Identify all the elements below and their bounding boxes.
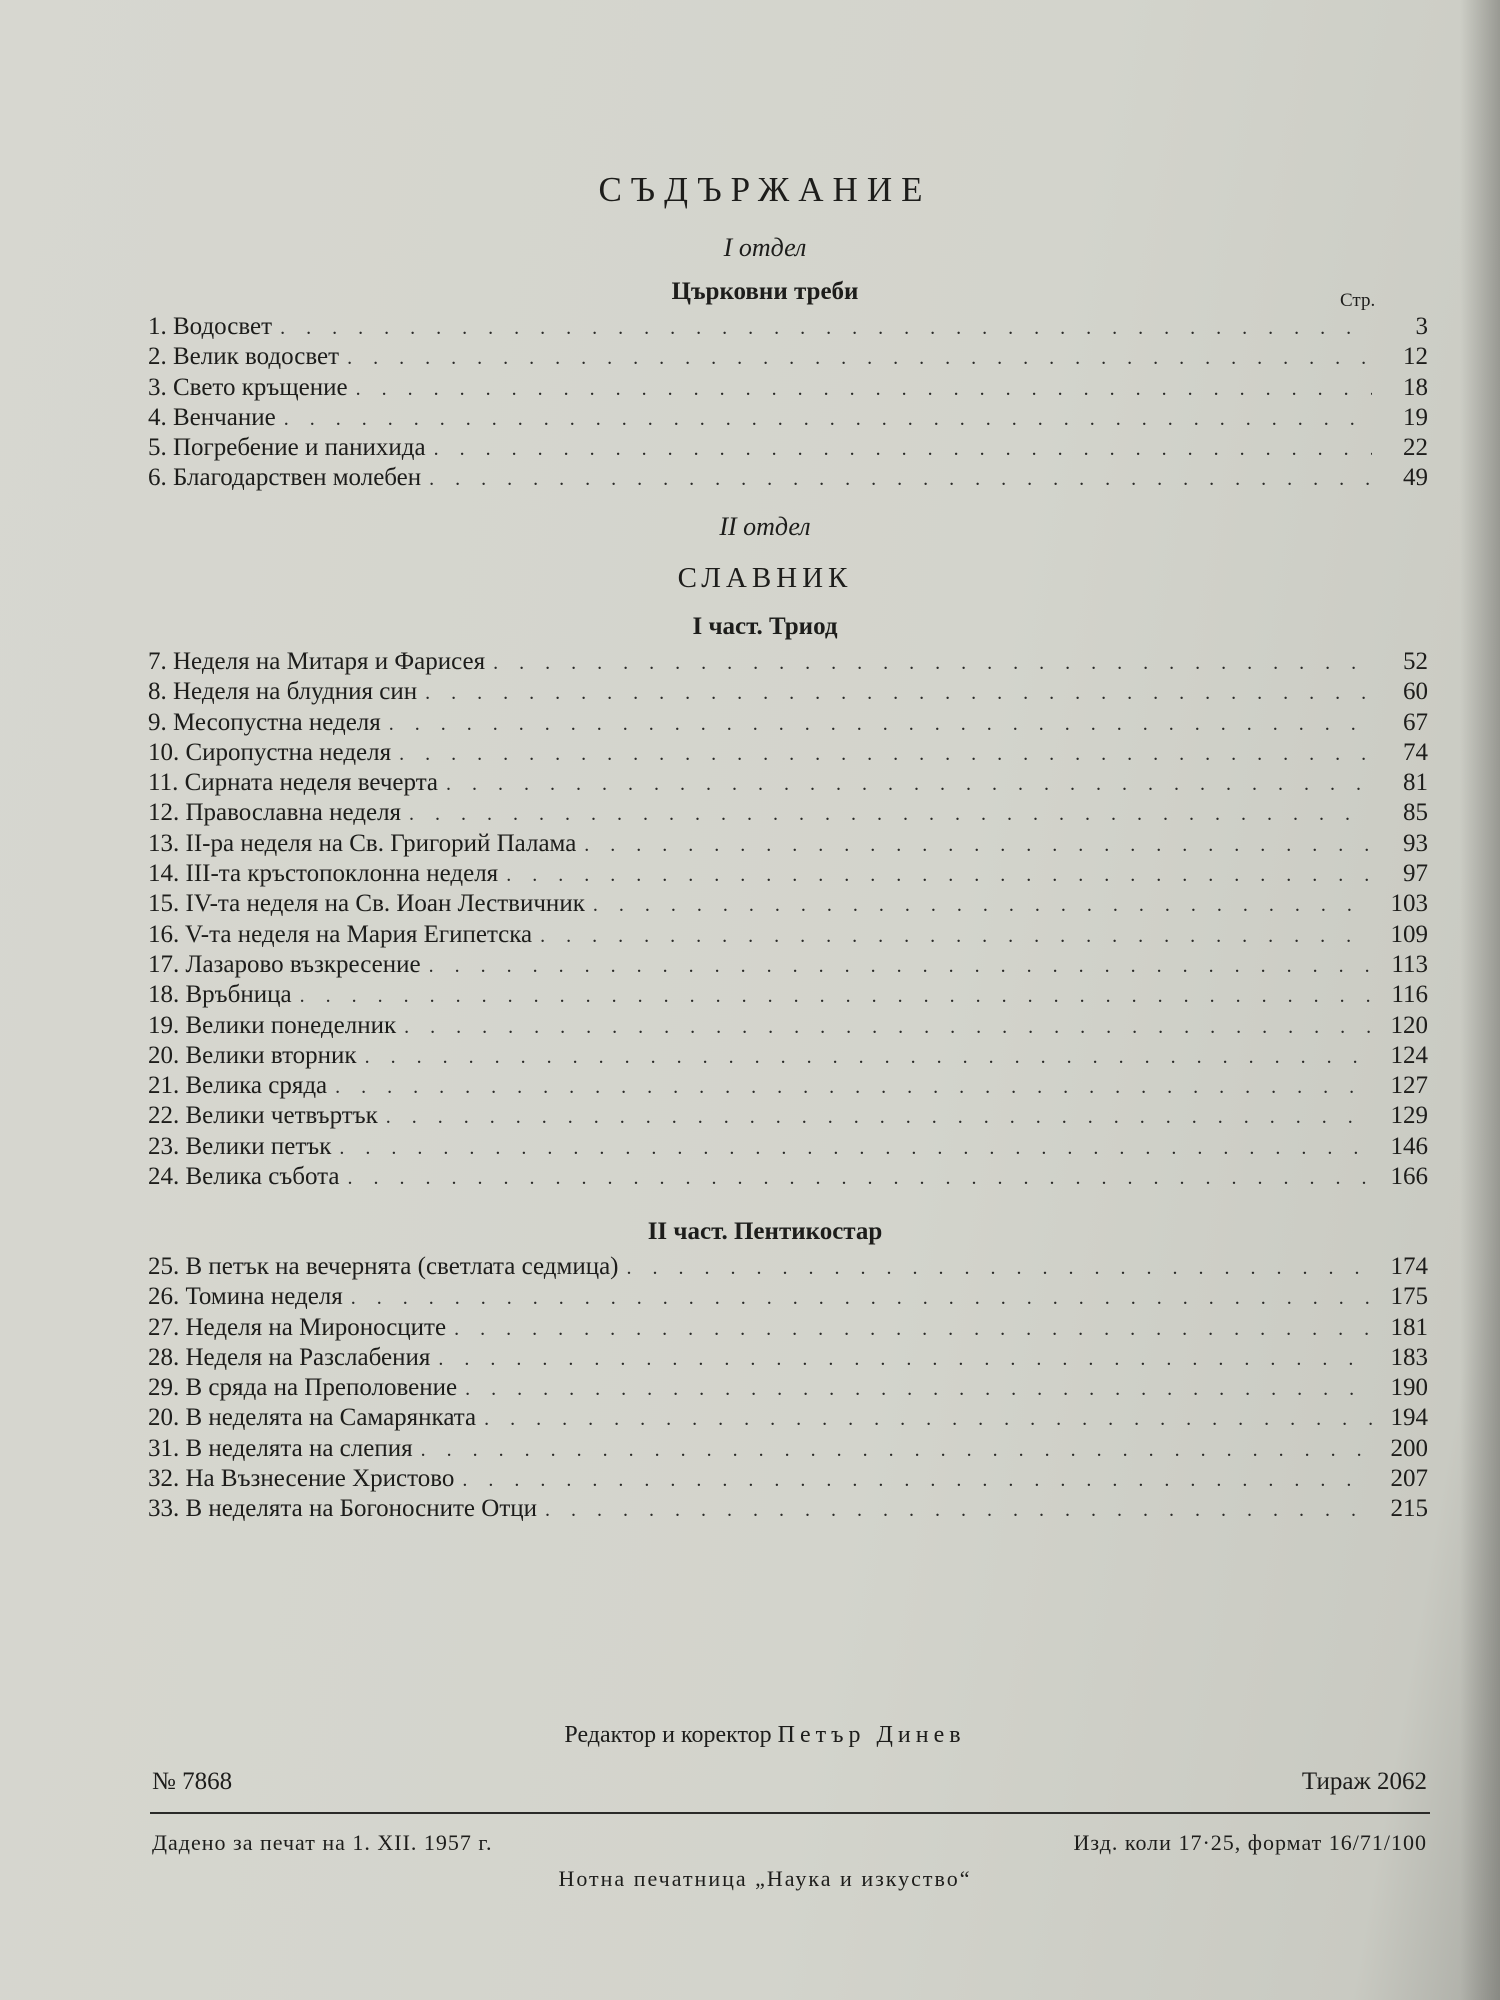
dot-leader bbox=[545, 1499, 1372, 1522]
dot-leader bbox=[593, 894, 1372, 917]
entry-page: 103 bbox=[1390, 890, 1428, 918]
section-1-heading: Църковни треби bbox=[671, 278, 859, 305]
entry-title: 19. Велики понеделник bbox=[148, 1011, 397, 1039]
entry-page: 52 bbox=[1403, 648, 1428, 675]
toc-entry bbox=[148, 830, 1428, 860]
dot-leader bbox=[484, 1408, 1372, 1431]
toc-entry bbox=[148, 1374, 1428, 1404]
dot-leader bbox=[446, 773, 1372, 796]
dot-leader bbox=[365, 1046, 1372, 1069]
toc-entry bbox=[148, 799, 1428, 829]
dot-leader bbox=[284, 408, 1372, 431]
toc-entry bbox=[148, 1072, 1428, 1102]
entry-title: 16. V-та неделя на Мария Египетска bbox=[148, 920, 533, 948]
entry-page: 3 bbox=[1415, 313, 1428, 340]
entry-title: 32. На Възнесение Христово bbox=[148, 1465, 455, 1493]
toc-entry bbox=[148, 1314, 1428, 1344]
dot-leader bbox=[425, 682, 1372, 705]
toc-entry bbox=[148, 464, 1428, 494]
entry-page: 200 bbox=[1390, 1434, 1428, 1462]
page-column-label: Стр. bbox=[1340, 290, 1376, 311]
print-date: Дадено за печат на 1. XII. 1957 г. bbox=[152, 1830, 493, 1855]
entry-page: 194 bbox=[1390, 1404, 1428, 1432]
toc-entry bbox=[148, 1404, 1428, 1434]
entry-page: 174 bbox=[1390, 1253, 1428, 1280]
toc-entry bbox=[148, 1163, 1428, 1193]
entry-page: 60 bbox=[1403, 678, 1428, 706]
toc-entry bbox=[148, 343, 1428, 373]
dot-leader bbox=[438, 1348, 1372, 1371]
dot-leader bbox=[335, 1076, 1372, 1099]
entry-title: 18. Връбница bbox=[148, 981, 292, 1009]
dot-leader bbox=[399, 743, 1372, 766]
print-run: Тираж 2062 bbox=[1301, 1768, 1427, 1795]
dot-leader bbox=[627, 1257, 1373, 1280]
imprint-divider bbox=[150, 1812, 1430, 1814]
entry-page: 183 bbox=[1390, 1343, 1428, 1371]
entry-title: 1. Водосвет bbox=[148, 313, 273, 340]
toc-entry bbox=[148, 1102, 1428, 1132]
entry-title: 6. Благодарствен молебен bbox=[148, 464, 422, 492]
dot-leader bbox=[429, 955, 1372, 978]
dot-leader bbox=[280, 317, 1372, 340]
dot-leader bbox=[465, 1378, 1372, 1401]
entry-page: 146 bbox=[1390, 1132, 1428, 1160]
entry-title: 28. Неделя на Разслабения bbox=[148, 1343, 431, 1371]
dot-leader bbox=[493, 652, 1372, 675]
subsection-1-heading: I част. Триод bbox=[692, 613, 838, 640]
entry-title: 29. В сряда на Преполовение bbox=[148, 1374, 458, 1402]
entry-title: 20. В неделята на Самарянката bbox=[148, 1404, 477, 1432]
entry-page: 175 bbox=[1390, 1283, 1428, 1311]
editor-name: Петър Динев bbox=[777, 1722, 966, 1748]
dot-leader bbox=[347, 1167, 1372, 1190]
entry-title: 2. Велик водосвет bbox=[148, 343, 340, 371]
entry-title: 17. Лазарово възкресение bbox=[148, 950, 421, 978]
dot-leader bbox=[434, 438, 1372, 461]
entry-page: 19 bbox=[1403, 403, 1428, 431]
toc-entry bbox=[148, 313, 1428, 343]
entry-title: 22. Велики четвъртък bbox=[148, 1102, 378, 1130]
toc-entry bbox=[148, 404, 1428, 434]
dot-leader bbox=[339, 1137, 1372, 1160]
entry-page: 49 bbox=[1403, 464, 1428, 492]
dot-leader bbox=[462, 1469, 1372, 1492]
entry-title: 23. Велики петък bbox=[148, 1132, 332, 1160]
entry-title: 25. В петък на вечернята (светлата седмица) bbox=[148, 1253, 619, 1280]
toc-entry bbox=[148, 1495, 1428, 1525]
toc-entry bbox=[148, 1012, 1428, 1042]
entry-page: 215 bbox=[1390, 1495, 1428, 1523]
editor-label: Редактор и коректор bbox=[564, 1722, 772, 1748]
entry-title: 14. III-та кръстопоклонна неделя bbox=[148, 860, 499, 888]
dot-leader bbox=[429, 468, 1372, 491]
entry-title: 7. Неделя на Митаря и Фарисея bbox=[148, 648, 486, 675]
imprint-details-row bbox=[152, 1830, 1427, 1856]
toc-entry bbox=[148, 1253, 1428, 1283]
dot-leader bbox=[386, 1106, 1372, 1129]
dot-leader bbox=[584, 834, 1372, 857]
entry-title: 27. Неделя на Мироносците bbox=[148, 1313, 447, 1341]
dot-leader bbox=[351, 1287, 1372, 1310]
imprint-row bbox=[152, 1768, 1427, 1796]
dot-leader bbox=[300, 985, 1372, 1008]
entry-page: 109 bbox=[1390, 920, 1428, 948]
toc-entry bbox=[148, 678, 1428, 708]
entry-page: 93 bbox=[1403, 829, 1428, 857]
entry-title: 8. Неделя на блудния син bbox=[148, 678, 418, 706]
entry-title: 33. В неделята на Богоносните Отци bbox=[148, 1495, 538, 1523]
dot-leader bbox=[454, 1318, 1372, 1341]
entry-title: 11. Сирната неделя вечерта bbox=[148, 769, 439, 797]
section-2-label: II отдел bbox=[719, 512, 811, 541]
dot-leader bbox=[421, 1439, 1372, 1462]
entry-title: 13. II-ра неделя на Св. Григорий Палама bbox=[148, 829, 577, 857]
entry-title: 10. Сиропустна неделя bbox=[148, 738, 392, 766]
entry-page: 18 bbox=[1403, 373, 1428, 401]
section-2-heading: СЛАВНИК bbox=[677, 562, 853, 594]
entry-title: 3. Свето кръщение bbox=[148, 373, 348, 401]
toc-entry bbox=[148, 921, 1428, 951]
entry-title: 24. Велика събота bbox=[148, 1163, 340, 1191]
page-title: СЪДЪРЖАНИЕ bbox=[598, 170, 932, 209]
toc-list-pentikostar bbox=[148, 1253, 1428, 1526]
toc-entry bbox=[148, 1283, 1428, 1313]
section-1-label: I отдел bbox=[723, 233, 807, 262]
entry-title: 21. Велика сряда bbox=[148, 1072, 328, 1100]
print-format: Изд. коли 17·25, формат 16/71/100 bbox=[1073, 1830, 1427, 1855]
toc-entry bbox=[148, 709, 1428, 739]
toc-entry bbox=[148, 648, 1428, 678]
toc-list-triod bbox=[148, 648, 1428, 1193]
entry-page: 97 bbox=[1403, 860, 1428, 888]
toc-entry bbox=[148, 1344, 1428, 1374]
entry-page: 190 bbox=[1390, 1374, 1428, 1402]
toc-entry bbox=[148, 890, 1428, 920]
entry-title: 9. Месопустна неделя bbox=[148, 708, 381, 736]
entry-page: 81 bbox=[1403, 769, 1428, 797]
toc-entry bbox=[148, 1042, 1428, 1072]
entry-title: 26. Томина неделя bbox=[148, 1283, 343, 1311]
entry-page: 129 bbox=[1390, 1102, 1428, 1130]
entry-page: 127 bbox=[1390, 1072, 1428, 1100]
toc-entry bbox=[148, 860, 1428, 890]
dot-leader bbox=[356, 378, 1372, 401]
toc-entry bbox=[148, 374, 1428, 404]
toc-entry bbox=[148, 739, 1428, 769]
entry-title: 4. Венчание bbox=[148, 403, 276, 431]
entry-title: 31. В неделята на слепия bbox=[148, 1434, 413, 1462]
toc-entry bbox=[148, 1133, 1428, 1163]
toc-entry bbox=[148, 981, 1428, 1011]
entry-page: 12 bbox=[1403, 343, 1428, 371]
toc-entry bbox=[148, 434, 1428, 464]
printing-house: Нотна печатница „Наука и изкуство“ bbox=[558, 1866, 972, 1891]
dot-leader bbox=[347, 347, 1372, 370]
subsection-2-heading: II част. Пентикостар bbox=[647, 1218, 883, 1245]
entry-page: 207 bbox=[1390, 1465, 1428, 1493]
dot-leader bbox=[404, 1016, 1372, 1039]
dot-leader bbox=[506, 864, 1372, 887]
entry-page: 181 bbox=[1390, 1313, 1428, 1341]
dot-leader bbox=[389, 713, 1372, 736]
editor-credit bbox=[0, 1722, 1500, 1749]
entry-page: 85 bbox=[1403, 799, 1428, 827]
entry-page: 74 bbox=[1403, 738, 1428, 766]
entry-page: 120 bbox=[1390, 1011, 1428, 1039]
entry-title: 15. IV-та неделя на Св. Иоан Лествичник bbox=[148, 890, 585, 918]
toc-entry bbox=[148, 1435, 1428, 1465]
entry-title: 20. Велики вторник bbox=[148, 1041, 357, 1069]
entry-page: 22 bbox=[1403, 434, 1428, 462]
entry-page: 166 bbox=[1390, 1163, 1428, 1191]
dot-leader bbox=[409, 803, 1372, 826]
entry-page: 124 bbox=[1390, 1041, 1428, 1069]
toc-list-section-1 bbox=[148, 313, 1428, 495]
toc-entry bbox=[148, 1465, 1428, 1495]
entry-page: 116 bbox=[1391, 981, 1428, 1009]
entry-page: 67 bbox=[1403, 708, 1428, 736]
toc-entry bbox=[148, 951, 1428, 981]
toc-entry bbox=[148, 769, 1428, 799]
publication-number: № 7868 bbox=[152, 1768, 233, 1795]
entry-title: 12. Православна неделя bbox=[148, 799, 402, 827]
entry-page: 113 bbox=[1391, 950, 1428, 978]
dot-leader bbox=[540, 925, 1372, 948]
entry-title: 5. Погребение и панихида bbox=[148, 434, 426, 462]
